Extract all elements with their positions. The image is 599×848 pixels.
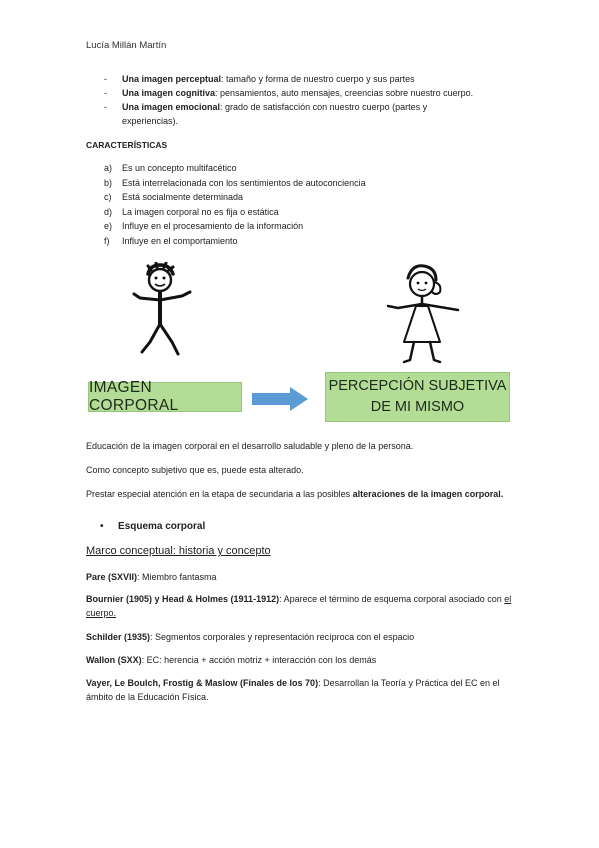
history-item: Wallon (SXX): EC: herencia + acción motriz + interacción con los demás [86, 655, 377, 665]
image-types-list [104, 72, 524, 128]
stick-figure-boy-image [128, 262, 198, 362]
characteristics-list [104, 161, 366, 249]
author-name: Lucía Millán Martín [86, 40, 167, 51]
stick-figure-girl-image [378, 262, 468, 368]
history-item: Bournier (1905) y Head & Holmes (1911-1912): Aparece el término de esquema corporal asociado con el cuerpo. [86, 594, 512, 618]
list-item: d) La imagen corporal no es fija o estática [104, 206, 279, 217]
history-item: Pare (SXVII): Miembro fantasma [86, 572, 217, 582]
paragraph: Prestar especial atención en la etapa de secundaria a las posibles alteraciones de la imagen corporal. [86, 489, 504, 499]
list-item: b) Está interrelacionada con los sentimientos de autoconciencia [104, 177, 366, 188]
list-item: - Una imagen perceptual: tamaño y forma de nuestro cuerpo y sus partes [104, 72, 524, 86]
box-label-line: DE MI MISMO [370, 399, 465, 415]
box-label-line: PERCEPCIÓN SUBJETIVA [328, 378, 507, 394]
right-arrow-icon [252, 387, 308, 411]
schema-heading: • Esquema corporal [100, 521, 206, 532]
list-item-continuation: experiencias). [122, 116, 179, 126]
framework-heading: Marco conceptual: historia y concepto [86, 545, 271, 557]
history-item: Vayer, Le Boulch, Frostig & Maslow (Finales de los 70): Desarrollan la Teoría y Práctica del EC en el ámbito de la Educación Física. [86, 678, 500, 702]
paragraph: Como concepto subjetivo que es, puede esta alterado. [86, 465, 304, 475]
list-item: - Una imagen cognitiva: pensamientos, auto mensajes, creencias sobre nuestro cuerpo. [104, 86, 524, 100]
list-item: a) Es un concepto multifacético [104, 163, 237, 173]
list-item: f) Influye en el comportamiento [104, 235, 238, 246]
history-item: Schilder (1935): Segmentos corporales y representación recíproca con el espacio [86, 632, 415, 642]
subjective-perception-box [325, 372, 510, 422]
body-image-box: IMAGEN CORPORAL [88, 382, 242, 412]
list-item: c) Está socialmente determinada [104, 192, 244, 203]
paragraph: Educación de la imagen corporal en el desarrollo saludable y pleno de la persona. [86, 441, 414, 451]
section-title: CARACTERÍSTICAS [86, 140, 168, 150]
list-item: e) Influye en el procesamiento de la información [104, 221, 304, 232]
list-item: - Una imagen emocional: grado de satisfacción con nuestro cuerpo (partes y [104, 100, 524, 114]
